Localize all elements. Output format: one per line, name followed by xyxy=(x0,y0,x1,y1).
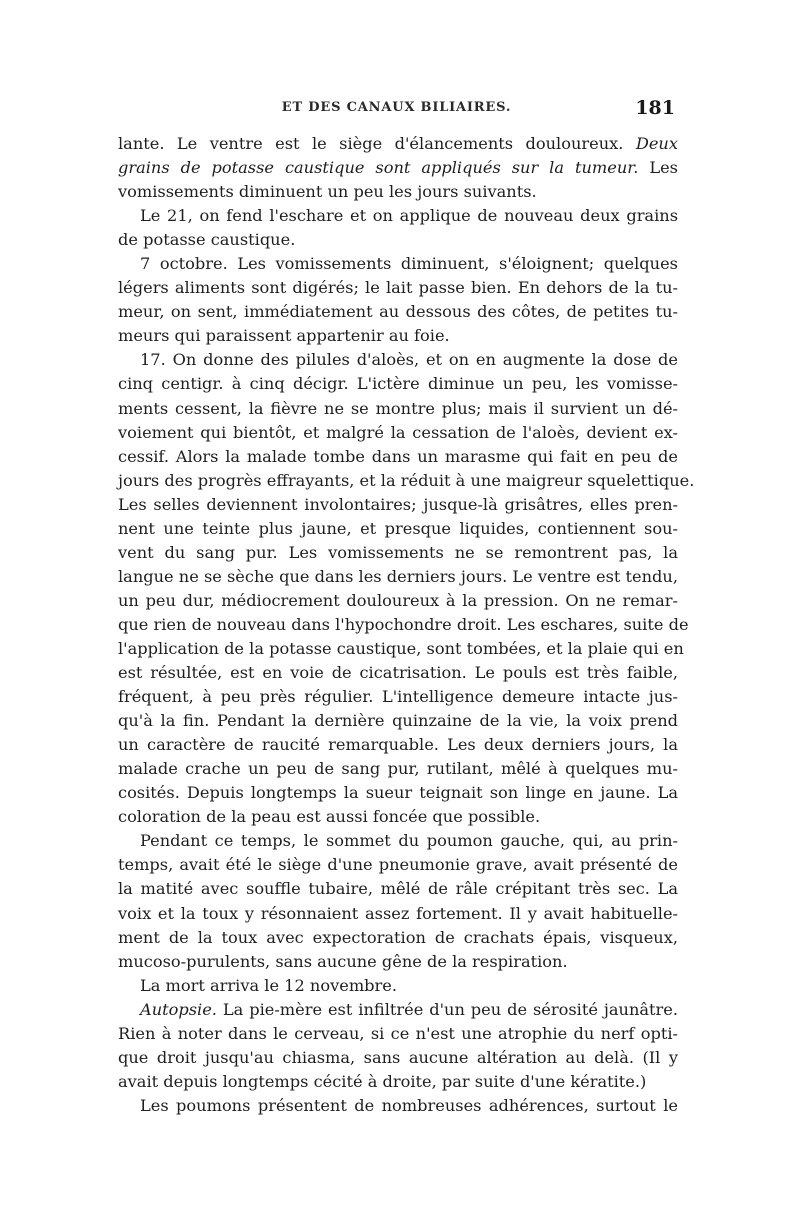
text-segment: 7 octobre. Les vomissements diminuent, s'éloignent; quelques xyxy=(140,254,678,274)
text-segment: La pie-mère est infiltrée d'un peu de sérosité jaunâtre. xyxy=(216,999,678,1019)
text-line xyxy=(118,493,678,517)
text-line xyxy=(118,252,678,276)
text-segment: ment de la toux avec expectoration de crachats épais, visqueux, xyxy=(118,927,678,947)
text-line xyxy=(118,300,678,324)
text-segment: voix et la toux y résonnaient assez fortement. Il y avait habituelle- xyxy=(118,903,678,923)
page-number: 181 xyxy=(635,97,675,119)
text-line xyxy=(118,661,678,685)
text-segment: Le 21, on fend l'eschare et on applique de nouveau deux grains xyxy=(140,206,678,226)
text-line xyxy=(118,781,678,805)
italic-text: Autopsie. xyxy=(140,999,217,1019)
text-segment: avait depuis longtemps cécité à droite, par suite d'une kératite.) xyxy=(118,1071,647,1091)
text-segment: de potasse caustique. xyxy=(118,230,296,250)
text-line xyxy=(118,324,678,348)
text-line xyxy=(118,757,678,781)
text-segment: ments cessent, la fièvre ne se montre plus; mais il survient un dé- xyxy=(118,398,678,418)
text-segment: La mort arriva le 12 novembre. xyxy=(140,975,397,995)
italic-text: grains de potasse caustique sont appliqués sur la tumeur. xyxy=(118,158,639,178)
text-line xyxy=(118,228,678,252)
text-segment: meur, on sent, immédiatement au dessous des côtes, de petites tu- xyxy=(118,302,678,322)
text-segment: est résultée, est en voie de cicatrisation. Le pouls est très faible, xyxy=(118,663,678,683)
text-segment: 17. On donne des pilules d'aloès, et on en augmente la dose de xyxy=(140,350,678,370)
text-line xyxy=(118,1022,678,1046)
text-segment: Les selles deviennent involontaires; jusque-là grisâtres, elles pren- xyxy=(118,494,678,514)
text-line xyxy=(118,1070,678,1094)
text-line xyxy=(118,348,678,372)
text-segment: cosités. Depuis longtemps la sueur teignait son linge en jaune. La xyxy=(118,783,678,803)
text-line xyxy=(118,565,678,589)
text-line xyxy=(118,445,678,469)
text-segment: Rien à noter dans le cerveau, si ce n'est une atrophie du nerf opti- xyxy=(118,1023,678,1043)
text-segment: que droit jusqu'au chiasma, sans aucune altération au delà. (Il y xyxy=(118,1047,678,1067)
text-line xyxy=(118,902,678,926)
text-segment: vomissements diminuent un peu les jours suivants. xyxy=(118,182,537,202)
text-line xyxy=(118,733,678,757)
text-segment: un peu dur, médiocrement douloureux à la pression. On ne remar- xyxy=(118,590,678,610)
text-line xyxy=(118,132,678,156)
text-line xyxy=(118,469,695,493)
text-line xyxy=(118,637,684,661)
text-segment: voiement qui bientôt, et malgré la cessation de l'aloès, devient ex- xyxy=(118,422,678,442)
text-segment: temps, avait été le siège d'une pneumonie grave, avait présenté de xyxy=(118,855,678,875)
text-line xyxy=(118,877,678,901)
text-segment: langue ne se sèche que dans les derniers jours. Le ventre est tendu, xyxy=(118,566,678,586)
text-line xyxy=(118,974,678,998)
text-line xyxy=(118,926,678,950)
text-line xyxy=(118,613,689,637)
text-line xyxy=(118,950,678,974)
page-header xyxy=(118,97,675,126)
text-line xyxy=(118,829,678,853)
running-title: ET DES CANAUX BILIAIRES. xyxy=(281,100,512,115)
text-segment: coloration de la peau est aussi foncée que possible. xyxy=(118,807,541,827)
text-line xyxy=(118,180,678,204)
italic-text: Deux xyxy=(635,134,678,153)
text-line xyxy=(118,204,678,228)
text-line xyxy=(118,998,678,1022)
text-segment: jours des progrès effrayants, et la réduit à une maigreur squelettique. xyxy=(118,470,695,490)
text-segment: meurs qui paraissent appartenir au foie. xyxy=(118,326,450,346)
text-line xyxy=(118,517,678,541)
text-segment: vent du sang pur. Les vomissements ne se remontrent pas, la xyxy=(118,542,678,562)
text-segment: Pendant ce temps, le sommet du poumon gauche, qui, au prin- xyxy=(140,831,678,851)
text-line xyxy=(118,397,678,421)
text-segment: la matité avec souffle tubaire, mêlé de râle crépitant très sec. La xyxy=(118,879,678,899)
text-line xyxy=(118,709,678,733)
text-segment: qu'à la fin. Pendant la dernière quinzaine de la vie, la voix prend xyxy=(118,711,678,731)
text-segment: malade crache un peu de sang pur, rutilant, mêlé à quelques mu- xyxy=(118,759,678,779)
text-segment: Les xyxy=(638,158,678,178)
text-segment: légers aliments sont digérés; le lait passe bien. En dehors de la tu- xyxy=(118,278,678,298)
text-segment: que rien de nouveau dans l'hypochondre droit. Les eschares, suite de xyxy=(118,614,689,634)
text-segment: cessif. Alors la malade tombe dans un marasme qui fait en peu de xyxy=(118,446,678,466)
text-segment: Les poumons présentent de nombreuses adhérences, surtout le xyxy=(140,1095,678,1115)
text-line xyxy=(118,372,678,396)
body-text xyxy=(118,132,695,1118)
text-segment: fréquent, à peu près régulier. L'intelligence demeure intacte jus- xyxy=(118,687,678,707)
text-line xyxy=(118,541,678,565)
text-line xyxy=(118,853,678,877)
text-segment: nent une teinte plus jaune, et presque liquides, contiennent sou- xyxy=(118,518,678,538)
text-line xyxy=(118,805,678,829)
text-segment: cinq centigr. à cinq décigr. L'ictère diminue un peu, les vomisse- xyxy=(118,374,678,394)
text-segment: mucoso-purulents, sans aucune gêne de la respiration. xyxy=(118,951,568,971)
text-line xyxy=(118,1046,678,1070)
text-segment: l'application de la potasse caustique, sont tombées, et la plaie qui en xyxy=(118,638,684,658)
text-line xyxy=(118,156,678,180)
text-line xyxy=(118,1094,678,1118)
text-line xyxy=(118,276,678,300)
text-line xyxy=(118,589,678,613)
text-line xyxy=(118,685,678,709)
text-line xyxy=(118,421,678,445)
text-segment: un caractère de raucité remarquable. Les deux derniers jours, la xyxy=(118,735,678,755)
text-segment: lante. Le ventre est le siège d'élancements douloureux. xyxy=(118,134,636,153)
